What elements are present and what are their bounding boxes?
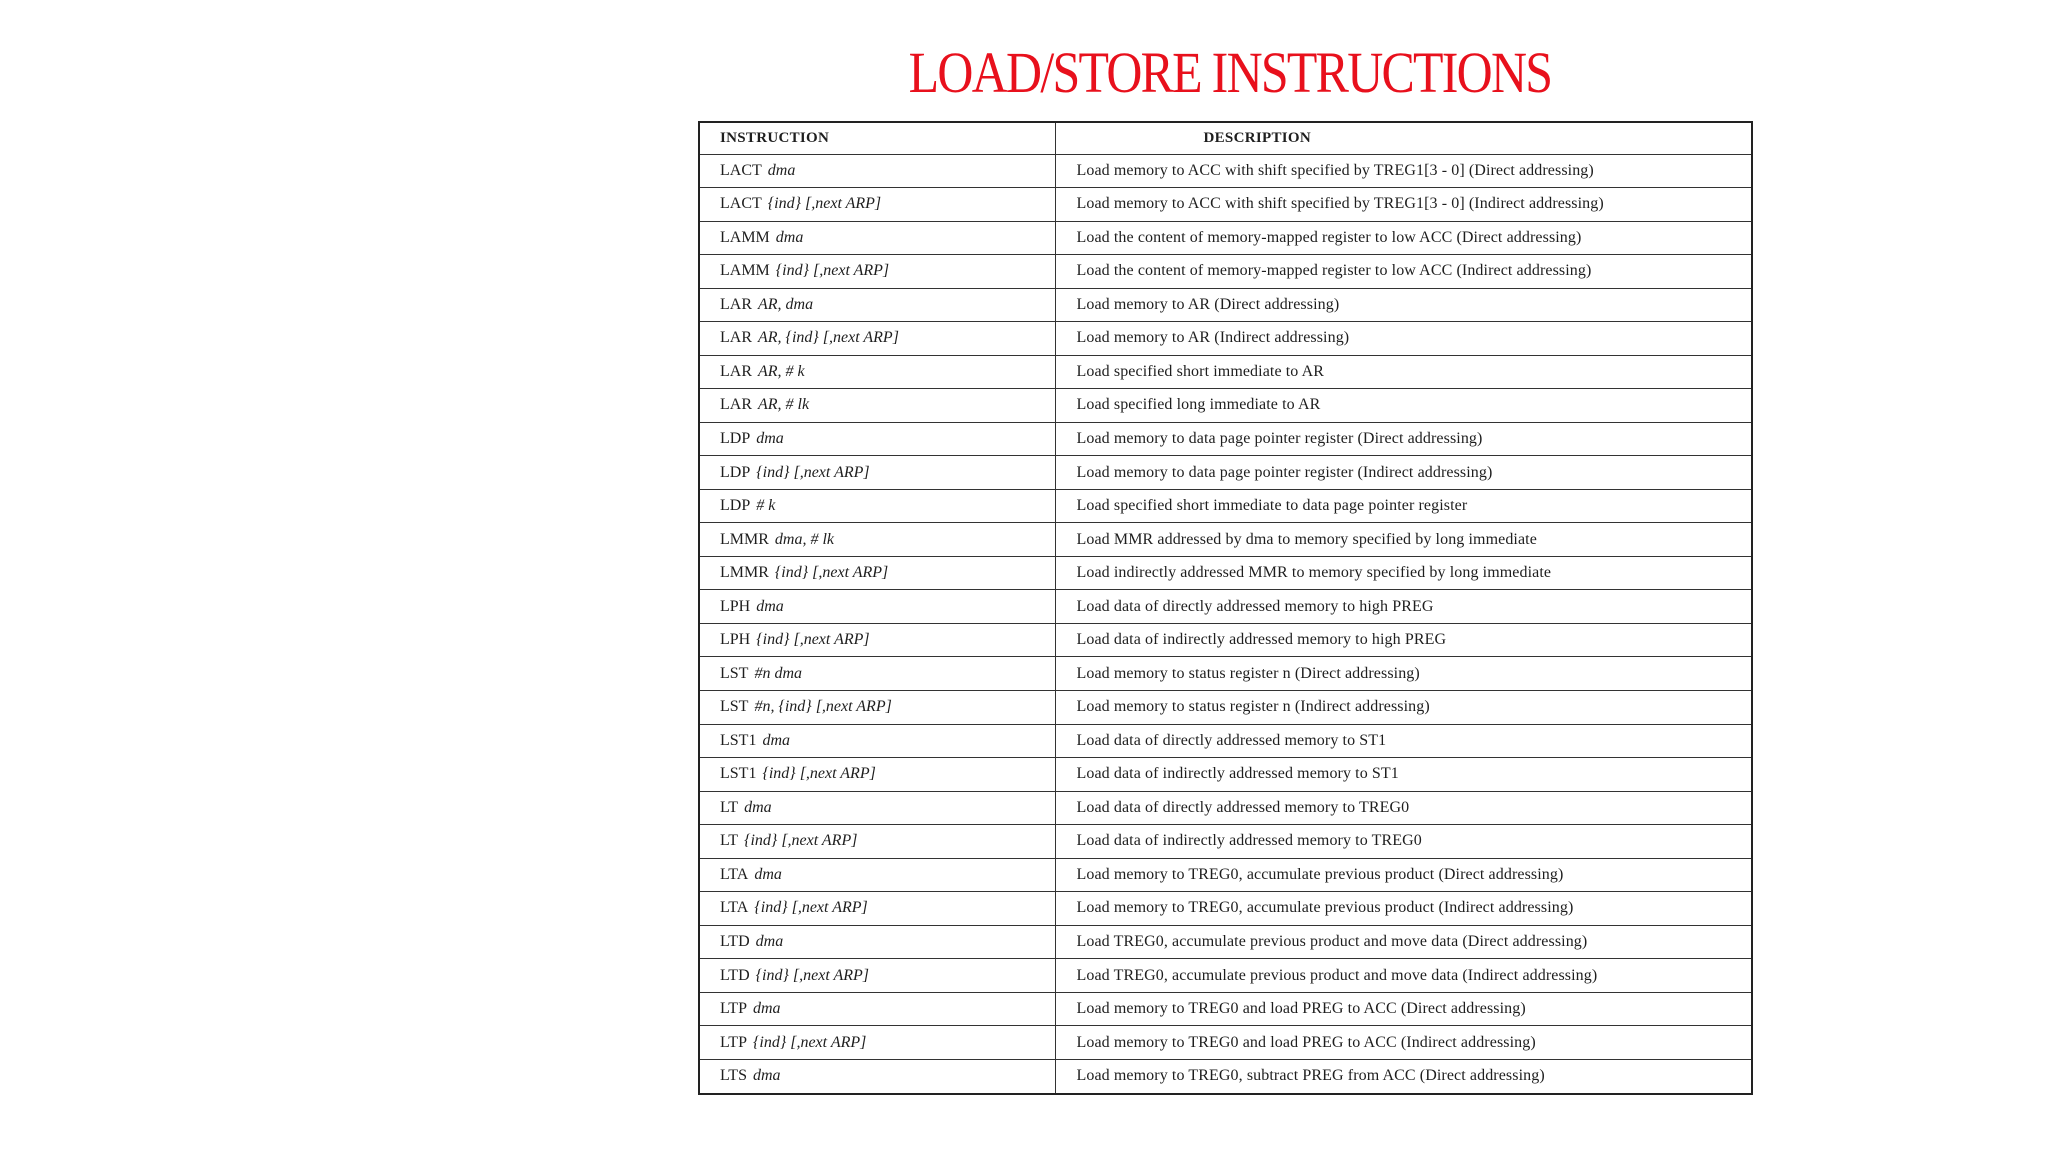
table-row <box>700 657 1751 691</box>
description-cell: Load indirectly addressed MMR to memory specified by long immediate <box>1055 556 1751 590</box>
instruction-cell <box>700 355 1055 389</box>
instruction-mnemonic: LT <box>720 832 739 850</box>
instruction-mnemonic: LTS <box>720 1067 747 1085</box>
instruction-operands: dma <box>752 1067 781 1085</box>
instruction-cell <box>700 221 1055 255</box>
instruction-operands: dma <box>744 798 772 816</box>
instruction-mnemonic: LST1 <box>720 765 757 783</box>
instruction-cell <box>700 1059 1055 1093</box>
instruction-operands: AR, dma <box>758 295 814 313</box>
description-cell: Load memory to TREG0 and load PREG to ACC (Indirect addressing) <box>1055 1026 1751 1060</box>
table-row <box>700 456 1751 490</box>
description-cell: Load memory to data page pointer register (Direct addressing) <box>1055 422 1751 456</box>
description-cell: Load specified long immediate to AR <box>1055 389 1751 423</box>
instruction-mnemonic: LAR <box>720 396 752 414</box>
instruction-operands: AR, {ind} [,next ARP] <box>758 329 899 347</box>
description-cell: Load data of indirectly addressed memory to ST1 <box>1055 758 1751 792</box>
table-row <box>700 1059 1751 1093</box>
description-cell: Load memory to status register n (Direct addressing) <box>1055 657 1751 691</box>
instruction-operands: {ind} [,next ARP] <box>774 564 889 582</box>
description-cell: Load memory to ACC with shift specified by TREG1[3 - 0] (Indirect addressing) <box>1055 188 1751 222</box>
instruction-mnemonic: LTD <box>720 966 750 984</box>
table-row <box>700 825 1751 859</box>
description-cell: Load memory to AR (Indirect addressing) <box>1055 322 1751 356</box>
table-row <box>700 489 1751 523</box>
table-row <box>700 724 1751 758</box>
instruction-mnemonic: LMMR <box>720 530 769 548</box>
instruction-mnemonic: LTP <box>720 1000 747 1018</box>
instruction-operands: #n, {ind} [,next ARP] <box>754 698 892 716</box>
instruction-cell <box>700 758 1055 792</box>
instruction-operands: dma <box>755 932 784 950</box>
description-cell: Load the content of memory-mapped register to low ACC (Direct addressing) <box>1055 221 1751 255</box>
description-cell: Load memory to data page pointer register (Indirect addressing) <box>1055 456 1751 490</box>
table-row <box>700 556 1751 590</box>
table-row <box>700 188 1751 222</box>
description-cell: Load memory to AR (Direct addressing) <box>1055 288 1751 322</box>
instruction-operands: {ind} [,next ARP] <box>744 832 858 850</box>
instruction-operands: {ind} [,next ARP] <box>762 765 876 783</box>
instruction-mnemonic: LACT <box>720 161 762 179</box>
instruction-mnemonic: LACT <box>720 195 762 213</box>
instruction-mnemonic: LST1 <box>720 731 757 749</box>
description-cell: Load data of directly addressed memory to ST1 <box>1055 724 1751 758</box>
description-cell: Load data of indirectly addressed memory to TREG0 <box>1055 825 1751 859</box>
table-body <box>700 154 1751 1093</box>
instruction-mnemonic: LAR <box>720 295 752 313</box>
table-row <box>700 523 1751 557</box>
table-row <box>700 959 1751 993</box>
instruction-operands: dma <box>756 430 784 448</box>
instruction-cell <box>700 992 1055 1026</box>
instruction-cell <box>700 154 1055 188</box>
instruction-operands: {ind} [,next ARP] <box>767 195 882 213</box>
instruction-cell <box>700 825 1055 859</box>
instruction-operands: dma, # lk <box>774 530 835 548</box>
instruction-column-header: INSTRUCTION <box>700 123 1055 154</box>
instruction-cell <box>700 523 1055 557</box>
instruction-cell <box>700 288 1055 322</box>
instruction-cell <box>700 255 1055 289</box>
instruction-cell <box>700 389 1055 423</box>
description-cell: Load memory to TREG0, accumulate previous product (Indirect addressing) <box>1055 892 1751 926</box>
description-cell: Load specified short immediate to AR <box>1055 355 1751 389</box>
table-row <box>700 892 1751 926</box>
table-row <box>700 858 1751 892</box>
description-cell: Load TREG0, accumulate previous product and move data (Direct addressing) <box>1055 925 1751 959</box>
instruction-table <box>698 121 1753 1095</box>
instruction-cell <box>700 959 1055 993</box>
instruction-operands: AR, # lk <box>758 396 810 414</box>
instruction-mnemonic: LMMR <box>720 564 769 582</box>
description-cell: Load memory to ACC with shift specified by TREG1[3 - 0] (Direct addressing) <box>1055 154 1751 188</box>
description-column-header: DESCRIPTION <box>1055 123 1751 154</box>
instruction-mnemonic: LPH <box>720 597 751 615</box>
instruction-cell <box>700 1026 1055 1060</box>
description-cell: Load data of indirectly addressed memory to high PREG <box>1055 623 1751 657</box>
instruction-operands: {ind} [,next ARP] <box>752 1033 867 1051</box>
instruction-cell <box>700 456 1055 490</box>
instruction-mnemonic: LST <box>720 664 749 682</box>
description-cell: Load memory to TREG0 and load PREG to ACC (Direct addressing) <box>1055 992 1751 1026</box>
instruction-cell <box>700 892 1055 926</box>
instruction-mnemonic: LTP <box>720 1033 747 1051</box>
description-cell: Load the content of memory-mapped register to low ACC (Indirect addressing) <box>1055 255 1751 289</box>
instruction-operands: dma <box>754 865 782 883</box>
instruction-table-grid <box>700 123 1751 1093</box>
description-cell: Load MMR addressed by dma to memory specified by long immediate <box>1055 523 1751 557</box>
table-row <box>700 288 1751 322</box>
instruction-operands: AR, # k <box>758 362 805 380</box>
instruction-cell <box>700 188 1055 222</box>
instruction-mnemonic: LDP <box>720 497 751 515</box>
instruction-operands: {ind} [,next ARP] <box>756 463 870 481</box>
table-row <box>700 322 1751 356</box>
instruction-operands: dma <box>775 228 804 246</box>
instruction-mnemonic: LTA <box>720 899 749 917</box>
instruction-mnemonic: LT <box>720 798 739 816</box>
instruction-operands: {ind} [,next ARP] <box>756 631 870 649</box>
table-row <box>700 623 1751 657</box>
table-row <box>700 422 1751 456</box>
instruction-mnemonic: LTA <box>720 865 749 883</box>
table-row <box>700 590 1751 624</box>
instruction-operands: dma <box>762 731 791 749</box>
instruction-mnemonic: LAMM <box>720 262 770 280</box>
instruction-operands: dma <box>767 161 796 179</box>
instruction-cell <box>700 858 1055 892</box>
instruction-cell <box>700 322 1055 356</box>
instruction-operands: {ind} [,next ARP] <box>775 262 890 280</box>
table-row <box>700 992 1751 1026</box>
description-cell: Load specified short immediate to data page pointer register <box>1055 489 1751 523</box>
table-row <box>700 1026 1751 1060</box>
table-row <box>700 221 1751 255</box>
instruction-mnemonic: LPH <box>720 631 751 649</box>
table-row <box>700 925 1751 959</box>
instruction-mnemonic: LST <box>720 698 749 716</box>
instruction-mnemonic: LAMM <box>720 228 770 246</box>
description-cell: Load TREG0, accumulate previous product and move data (Indirect addressing) <box>1055 959 1751 993</box>
table-row <box>700 691 1751 725</box>
instruction-mnemonic: LAR <box>720 329 752 347</box>
table-row <box>700 255 1751 289</box>
instruction-cell <box>700 590 1055 624</box>
instruction-cell <box>700 556 1055 590</box>
instruction-cell <box>700 422 1055 456</box>
instruction-mnemonic: LDP <box>720 430 751 448</box>
description-cell: Load memory to status register n (Indirect addressing) <box>1055 691 1751 725</box>
description-cell: Load memory to TREG0, accumulate previous product (Direct addressing) <box>1055 858 1751 892</box>
instruction-cell <box>700 489 1055 523</box>
table-row <box>700 758 1751 792</box>
instruction-mnemonic: LDP <box>720 463 751 481</box>
table-header-row <box>700 123 1751 154</box>
description-cell: Load data of directly addressed memory to TREG0 <box>1055 791 1751 825</box>
instruction-operands: dma <box>752 1000 781 1018</box>
instruction-cell <box>700 791 1055 825</box>
instruction-operands: dma <box>756 597 784 615</box>
table-row <box>700 791 1751 825</box>
description-cell: Load memory to TREG0, subtract PREG from ACC (Direct addressing) <box>1055 1059 1751 1093</box>
instruction-cell <box>700 623 1055 657</box>
table-row <box>700 389 1751 423</box>
table-row <box>700 154 1751 188</box>
instruction-cell <box>700 724 1055 758</box>
instruction-mnemonic: LAR <box>720 362 752 380</box>
instruction-operands: {ind} [,next ARP] <box>754 899 868 917</box>
instruction-cell <box>700 691 1055 725</box>
instruction-cell <box>700 925 1055 959</box>
instruction-mnemonic: LTD <box>720 932 750 950</box>
instruction-cell <box>700 657 1055 691</box>
instruction-operands: {ind} [,next ARP] <box>755 966 870 984</box>
slide-title: LOAD/STORE INSTRUCTIONS <box>908 40 1552 105</box>
instruction-operands: #n dma <box>754 664 803 682</box>
instruction-operands: # k <box>756 497 776 515</box>
description-cell: Load data of directly addressed memory to high PREG <box>1055 590 1751 624</box>
table-row <box>700 355 1751 389</box>
